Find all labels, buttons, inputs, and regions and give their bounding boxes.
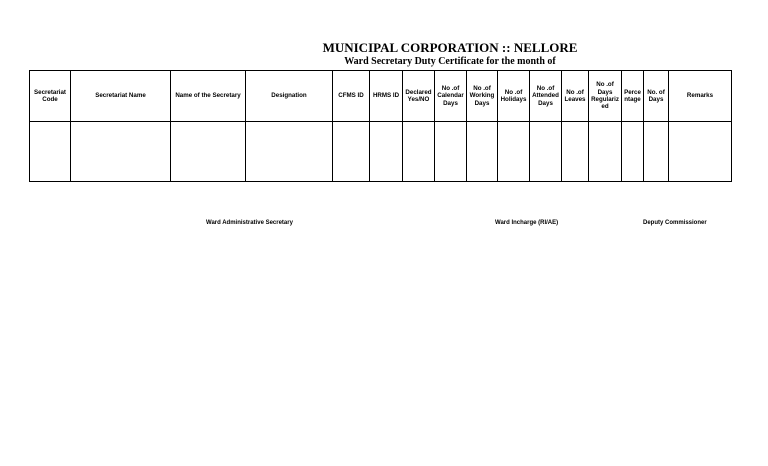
document-title: MUNICIPAL CORPORATION :: NELLORE xyxy=(322,40,578,55)
signature-ward-admin-secretary: Ward Administrative Secretary xyxy=(206,220,293,226)
col-secretariat-name: Secretariat Name xyxy=(71,71,171,122)
table-header-row xyxy=(30,71,732,122)
signature-deputy-commissioner: Deputy Commissioner xyxy=(643,220,707,226)
col-designation: Designation xyxy=(246,71,333,122)
col-secretariat-code: Secretariat Code xyxy=(30,71,71,122)
col-attended-days: No .of Attended Days xyxy=(530,71,562,122)
table-cell xyxy=(644,122,669,182)
col-working-days: No .of Working Days xyxy=(467,71,498,122)
col-declared: Declared Yes/NO xyxy=(403,71,435,122)
col-remarks: Remarks xyxy=(669,71,732,122)
table-cell xyxy=(498,122,530,182)
table-cell xyxy=(71,122,171,182)
table-cell xyxy=(530,122,562,182)
table-cell xyxy=(562,122,589,182)
table-cell xyxy=(403,122,435,182)
table-cell xyxy=(669,122,732,182)
table-cell xyxy=(435,122,467,182)
table-cell xyxy=(30,122,71,182)
table-cell xyxy=(622,122,644,182)
table-cell xyxy=(333,122,370,182)
signature-ward-incharge: Ward Incharge (RI/AE) xyxy=(495,220,559,226)
col-holidays: No .of Holidays xyxy=(498,71,530,122)
table-cell xyxy=(171,122,246,182)
table-cell xyxy=(246,122,333,182)
table-row xyxy=(30,122,732,182)
col-calendar-days: No .of Calendar Days xyxy=(435,71,467,122)
col-leaves: No .of Leaves xyxy=(562,71,589,122)
col-percentage: Perce ntage xyxy=(622,71,644,122)
table-cell xyxy=(370,122,403,182)
table-cell xyxy=(589,122,622,182)
col-no-of-days: No. of Days xyxy=(644,71,669,122)
duty-certificate-table xyxy=(29,70,732,182)
col-days-regularized: No .of Days Regulariz ed xyxy=(589,71,622,122)
document-subtitle: Ward Secretary Duty Certificate for the month of xyxy=(344,56,556,67)
col-cfms-id: CFMS ID xyxy=(333,71,370,122)
col-secretary-name: Name of the Secretary xyxy=(171,71,246,122)
col-hrms-id: HRMS ID xyxy=(370,71,403,122)
table-cell xyxy=(467,122,498,182)
